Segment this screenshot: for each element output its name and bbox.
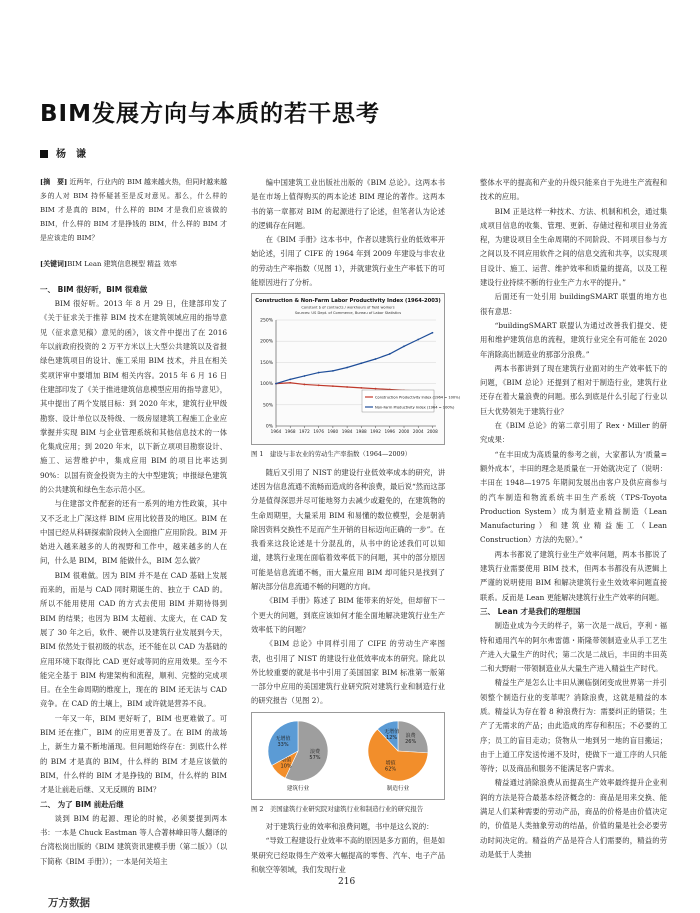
page-number: 216 xyxy=(338,877,356,887)
productivity-line-chart xyxy=(252,294,461,444)
section-heading-2: 二、 为了 BIM 前赴后继 xyxy=(40,799,124,809)
paragraph: 在《BIM 手册》这本书中，作者以建筑行业的低效率开始论述，引用了 CIFE 的 1964 年到 2009 年建设与非农业的劳动生产率指数（见图 1），并就建筑行业生产率低下的可能原因进行了分析。 xyxy=(251,235,445,288)
figure-2-caption: 图 2 美国建筑行业研究院对建筑行业和制造行业的研究报告 xyxy=(251,804,424,813)
chart-note: Sources: US Dept. of Commerce, Bureau of Labor Statistics xyxy=(294,311,402,316)
x-tick-label: 1984 xyxy=(341,429,353,435)
keywords-label: [关键词] xyxy=(40,259,68,268)
paragraph: 两本书都说了建筑行业生产效率问题，两本书都说了建筑行业需要使用 BIM 技术，但两本书都没有从逻辑上严谨的说明使用 BIM 和解决建筑行业生效效率问题直接联系。反而是 Lean 更能解决建筑行业生产效率的问题。 xyxy=(480,549,667,602)
data-point xyxy=(304,384,306,386)
section-heading-3: 三、 Lean 才是我们的理想国 xyxy=(480,606,581,616)
data-point xyxy=(346,367,348,369)
data-point xyxy=(403,346,405,348)
y-tick-label: 250% xyxy=(260,318,273,324)
paragraph: 整体水平的提高和产业的升级只能来自于先进生产流程和技术的应用。 xyxy=(480,178,667,202)
data-point xyxy=(346,386,348,388)
pie-slice-label: 62% xyxy=(385,766,397,773)
pie-slice-label: 增值 xyxy=(281,757,292,764)
x-tick-label: 2004 xyxy=(412,429,424,435)
y-tick-label: 0% xyxy=(265,424,273,430)
pie-slice-label: 浪费 xyxy=(309,748,320,755)
paragraph: 在《BIM 总论》的第二章引用了 Rex・Miller 的研究成果： xyxy=(480,421,667,445)
paragraph: 对于建筑行业的效率和浪费问题，书中是这么说的： xyxy=(265,822,434,832)
waste-pie-charts xyxy=(252,713,444,799)
x-tick-label: 2008 xyxy=(427,429,438,435)
paragraph: 与住建部文件配套的还有一系列的地方性政策，其中又不乏北上广深这样 BIM 应用比较普及的地区。BIM 在中国已经从科研探索阶段转入全面推广应用阶段。BIM 开始进入越来越多的人的视野和工作中，越来越多的人在问，什么是 BIM，BIM 能做什么，BIM 怎么做？ xyxy=(40,499,227,566)
chart-background xyxy=(252,294,444,444)
x-tick-label: 1980 xyxy=(327,429,339,435)
paragraph: 一年又一年，BIM 更好听了，BIM 也更难做了。可 BIM 还在推广，BIM 的应用更普及了。在 BIM 的战场上，新生力量不断地涌现。但问题始终存在：到底什么样的 BIM 才是真的 BIM，什么样的 BIM 才是应该做的 BIM，什么样的 BIM 才是挣钱的 BIM，什么样的 BIM 才是让前赴后继、又无反顾的 BIM？ xyxy=(40,713,227,795)
abstract-label: [摘 要] xyxy=(40,178,68,186)
abstract xyxy=(40,176,227,246)
paragraph: 谈到 BIM 的起源、理论的时候，必须要提到两本书：一本是 Chuck Eastman 等人合著林峰田等人翻译的台湾松岗出版的《BIM 建筑资讯建模手册（第二版）》（以下简称《BIM 手册》）；一本是何关培主 xyxy=(40,813,227,866)
pie-slice-label: 无增值 xyxy=(275,735,291,742)
paragraph: 两本书都讲到了现在建筑行业面对的生产效率低下的问题，《BIM 总论》还提到了相对于制造行业，建筑行业还存在着大量浪费的问题。那么到底是什么引起了行业以巨大优势领先于建筑行业？ xyxy=(480,363,667,416)
paragraph: 精益生产是怎么让丰田从濒临倒闭变成世界第一并引领整个制造行业的变革呢？消除浪费，这就是精益的本质。精益认为存在着 8 种浪费行为：需要纠正的错误；生产了无需求的产品；由此造成的库存和积压；不必要的工序；员工的盲目走动；货物从一地到另一地的盲目搬运；由于上道工序发送传递不及时，使做下一道工序的人只能等待；以及商品和服务不能满足客户需求。 xyxy=(480,678,667,774)
abstract-text: 近两年，行业内的 BIM 越来越火热，但同时越来越多的人对 BIM 持怀疑甚至是反对意见。那么，什么样的 BIM 才是真的 BIM，什么样的 BIM 才是我们应该做的 BIM，什么样的 BIM 才是挣钱的 BIM，什么样的 BIM 才是应该走的 BIM？ xyxy=(40,178,227,242)
paragraph: “buildingSMART 联盟认为通过改善我们提交、使用和维护建筑信息的流程，建筑行业完全有可能在 2020 年消除高出制造业的那部分浪费。” xyxy=(480,320,667,359)
y-tick-label: 150% xyxy=(260,361,273,367)
data-point xyxy=(375,388,377,390)
pie-slice-label: 增值 xyxy=(385,760,396,767)
pie-slice-label: 57% xyxy=(309,754,321,761)
data-point xyxy=(360,387,362,389)
data-point xyxy=(389,353,391,355)
data-point xyxy=(360,363,362,365)
x-tick-label: 1992 xyxy=(370,429,381,435)
keywords xyxy=(40,257,227,271)
data-point xyxy=(318,372,320,374)
pie-title: 制造行业 xyxy=(386,785,410,792)
data-point xyxy=(289,382,291,384)
y-tick-label: 200% xyxy=(260,340,273,346)
paragraph: 编中国建筑工业出版社出版的《BIM 总论》。这两本书是在市场上值得购买的两本论述 BIM 理论的著作。这两本书的第一章都对 BIM 的起源进行了论述，但笔者认为论述的逻辑存在问题。 xyxy=(251,178,445,230)
data-point xyxy=(432,332,434,334)
data-point xyxy=(332,386,334,388)
figure-2-chart xyxy=(251,712,445,800)
data-point xyxy=(304,375,306,377)
paragraph: 《BIM 手册》陈述了 BIM 能带来的好处，但却留下一个更大的问题，到底应该如何才能全面地解决建筑行业生产效率低下的问题？ xyxy=(251,596,445,634)
x-tick-label: 2000 xyxy=(398,429,410,435)
paragraph: “在丰田成为高质量的参考之前，大家都认为‘质量=额外成本’，丰田的理念是质量在一开始就决定了（说明：丰田在 1948—1975 年期间发展出由客户及供应商参与的汽车制造和物流系统丰田生产系统（TPS-Toyota Production System）成为制造业精益制造（Lean Manufacturing）和建筑业精益施工（Lean Construction）方法的先驱）。” xyxy=(480,449,667,545)
x-tick-label: 1964 xyxy=(270,429,282,435)
section-heading-1: 一、 BIM 很好听，BIM 很难做 xyxy=(40,284,148,294)
data-point xyxy=(375,358,377,360)
x-tick-label: 1996 xyxy=(384,429,396,435)
pie-slice-label: 无增值 xyxy=(384,728,400,735)
paragraph: 随后又引用了 NIST 的建设行业低效率成本的研究，讲述因为信息流通不流畅而造成的各种浪费，最后说“然而这部分是值得深思并尽可能地努力去减少或避免的，在建筑物的生命周期里，大量采用 BIM 和易懂的数位模型，会是朝消除因资料交换性不足而产生开销的目标迈向正确的一步”。在我看来这段论述是十分混乱的，从书中的论述我们可以知道，建筑行业现在面临着效率低下的问题，其中的部分原因可能是信息流通不畅，而大量应用 BIM 却可能只是找到了解决部分信息流通不畅的问题的方向。 xyxy=(251,467,445,592)
column-right xyxy=(480,176,667,862)
pie-slice-label: 33% xyxy=(277,741,289,748)
x-tick-label: 1976 xyxy=(313,429,325,435)
x-tick-label: 1988 xyxy=(355,429,367,435)
pie-slice-label: 26% xyxy=(405,738,417,745)
author-name: 杨 谦 xyxy=(56,149,86,160)
paragraph: 精益通过消除浪费从而提高生产效率最终提升企业利润的方法是符合最基本经济概念的：商品是用来交换、能满足人们某种需要的劳动产品，商品的价格是由价值决定的，价值是人类抽象劳动的结晶，价值的量是社会必要劳动时间决定的。精益的产品是符合人们需要的，精益的劳动是低于人类抽 xyxy=(480,778,667,859)
column-middle xyxy=(251,176,461,877)
paragraph: BIM 正是这样一种技术、方法、机制和机会，通过集成项目信息的收集、管理、更新、存储过程和项目业务流程，为建设项目全生命周期的不同阶段、不同项目参与方之间以及不同应用软件之间的信息交流和共享，以实现项目设计、施工、运营、维护效率和质量的提高，以及工程建设行业持续不断的行业生产力水平的提升。” xyxy=(480,206,667,288)
author-line xyxy=(40,145,86,160)
square-bullet-icon xyxy=(40,150,48,158)
y-tick-label: 100% xyxy=(260,382,273,388)
legend-label: Construction Productivity Index (1964 = 100%) xyxy=(375,395,461,400)
paragraph: 《BIM 总论》中同样引用了 CIFE 的劳动生产率图表，也引用了 NIST 的建设行业低效率成本的研究。除此以外比较重要的就是书中引用了美国国家 BIM 标准第一版第一部分中应用的美国建筑行业研究院对建筑行业和制造行业的研究报告（见图 2）。 xyxy=(251,639,445,706)
keywords-text: BIM Lean 建筑信息模型 精益 效率 xyxy=(67,259,177,268)
paragraph: “导致工程建设行业效率不高的原因是多方面的，但是如果研究已经取得生产效率大幅提高的零售、汽车、电子产品和航空等领域，我们发现行业 xyxy=(251,836,445,874)
legend-label: Non-Farm Productivity Index (1964 = 100%) xyxy=(375,405,455,410)
data-point xyxy=(417,339,419,341)
data-point xyxy=(289,379,291,381)
column-left xyxy=(40,176,227,869)
data-point xyxy=(275,383,277,385)
pie-slice-label: 10% xyxy=(280,763,292,770)
chart-title: Construction & Non-Farm Labor Productivity Index (1964-2003) xyxy=(255,298,441,305)
figure-1-caption: 图 1 建设与非农业的劳动生产率指数（1964—2009） xyxy=(251,450,412,459)
chart-subtitle: Constant $ of contracts / workhours of field workers xyxy=(301,305,395,310)
paragraph: BIM 很好听。2013 年 8 月 29 日，住建部印发了《关于征求关于推荐 BIM 技术在建筑领域应用的指导意见（征求意见稿）意见的函》，该文件中提出了在 2016 年以前政府投资的 2 万平方米以上大型公共建筑以及省报绿色建筑项目的设计、施工采用 BIM 技术，并且在相关奖项评审中要增加 BIM 相关内容。2015 年 6 月 16 日住建部印发了《关于推进建筑信息模型应用的指导意见》，其中提出了两个发展目标：到 2020 年末，建筑行业甲级勘察、设计单位以及特级、一级房屋建筑工程施工企业应掌握并实现 BIM 与企业管理系统和其他信息技术的一体化集成应用；到 2020 年末，以下新立项项目勘察设计、施工、运营维护中，集成应用 BIM 的项目比率达到 90%：以国有资金投资为主的大中型建筑；申报绿色建筑的公共建筑和绿色生态示范小区。 xyxy=(40,299,227,494)
paragraph: BIM 很难做。因为 BIM 并不是在 CAD 基础上发展而来的，而是与 CAD 同时期诞生的、独立于 CAD 的。所以不能用使用 CAD 的方式去使用 BIM 并期待得到 BIM 的结果；也因为 BIM 太超前、太庞大，在 CAD 发展了 30 年之后，软件、硬件以及建筑行业发展到今天，BIM 依然处于很初级的状态，还不能在以 CAD 为基础的应用环境下取得比 CAD 更好或等同的应用效果。至今不能完全基于 BIM 构建架构和流程，顺利、完整的完成项目。在全生命周期的维度上，现在的 BIM 还无法与 CAD 竞争。在 CAD 的土壤上，BIM 或许就是营养不良。 xyxy=(40,570,227,709)
paragraph: 制造业成为今天的样子，第一次是一战后，亨利・福特和通用汽车的阿尔弗雷德・斯隆带领制造业从手工艺生产进入大量生产的时代；第二次是二战后，丰田的丰田英二和大野耐一带领制造业从大量生产进入精益生产时代。 xyxy=(480,621,667,674)
figure-1-chart xyxy=(251,293,461,445)
pie-slice-label: 12% xyxy=(386,734,398,741)
x-tick-label: 1972 xyxy=(299,429,310,435)
x-tick-label: 1968 xyxy=(284,429,296,435)
watermark: 万方数据 xyxy=(48,897,90,909)
data-point xyxy=(332,370,334,372)
pie-slice-label: 浪费 xyxy=(405,732,416,739)
y-tick-label: 50% xyxy=(262,403,273,409)
paragraph: 后面还有一处引用 buildingSMART 联盟的地方也很有意思： xyxy=(480,292,667,316)
pie-title: 建筑行业 xyxy=(286,785,310,792)
article-title: BIM发展方向与本质的若干思考 xyxy=(40,101,380,127)
data-point xyxy=(318,385,320,387)
